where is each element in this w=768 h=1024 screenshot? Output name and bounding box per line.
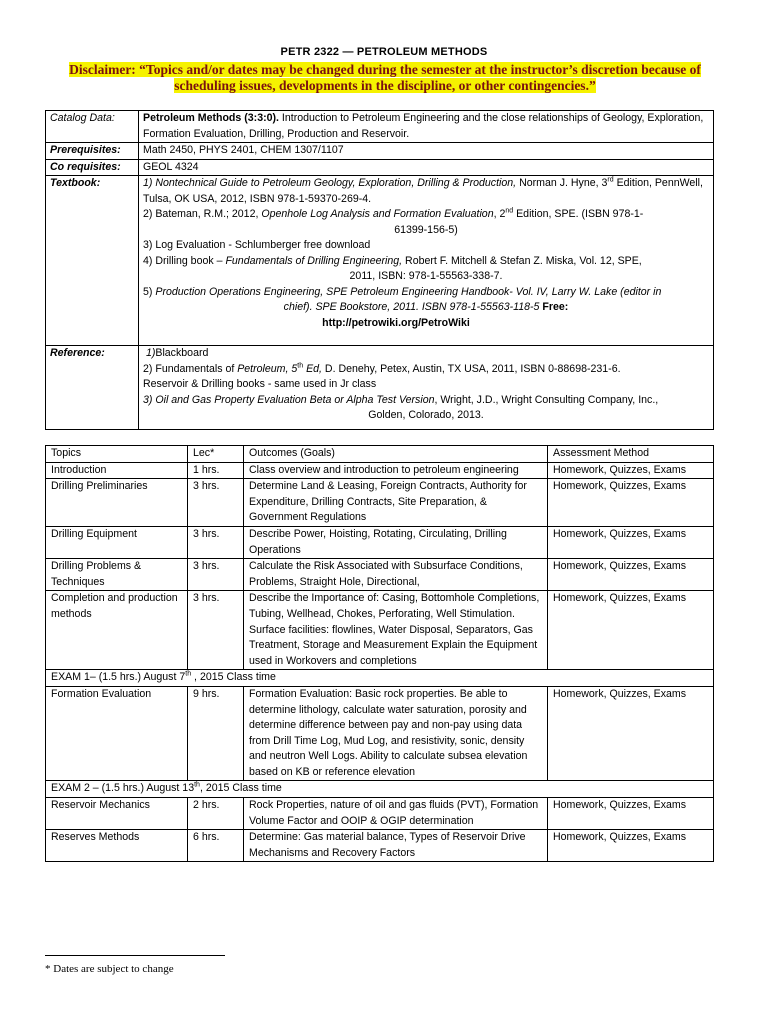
lec-cell: 9 hrs. xyxy=(188,686,244,781)
outcome-cell: Formation Evaluation: Basic rock properties. Be able to determine lithology, calculate water saturation, porosity and determine difference between pay and non-pay using data from Drill Time Log, Mud Log, and resistivity, sonic, density and neutron Well Logs. Ability to calculate subsea elevation based on KB or reference elevation xyxy=(244,686,548,781)
exam-1-row xyxy=(46,670,714,687)
reference-3: Reservoir & Drilling books - same used in Jr class xyxy=(143,378,377,390)
textbook-1: 1) Nontechnical Guide to Petroleum Geology, Exploration, Drilling & Production, Norman J. Hyne, 3rd Edition, PennWell, Tulsa, OK USA, 2012, ISBN 978-1-59370-269-4. xyxy=(143,176,703,205)
corequisites-label: Co requisites: xyxy=(46,159,139,176)
topic-cell: Reserves Methods xyxy=(46,830,188,862)
prerequisites-label: Prerequisites: xyxy=(46,143,139,160)
reference-2: 2) Fundamentals of Petroleum, 5th Ed, D. Denehy, Petex, Austin, TX USA, 2011, ISBN 0-88698-231-6. xyxy=(143,361,621,375)
topic-cell: Reservoir Mechanics xyxy=(46,798,188,830)
textbook-spacer xyxy=(143,331,709,345)
corequisites-value: GEOL 4324 xyxy=(139,159,714,176)
textbook-5: 5) Production Operations Engineering, SPE Petroleum Engineering Handbook- Vol. IV, Larry W. Lake (editor in xyxy=(143,285,662,298)
reference-4: 3) Oil and Gas Property Evaluation Beta or Alpha Test Version, Wright, J.D., Wright Consulting Company, Inc., xyxy=(143,393,659,406)
lec-cell: 1 hrs. xyxy=(188,462,244,479)
prerequisites-value: Math 2450, PHYS 2401, CHEM 1307/1107 xyxy=(139,143,714,160)
petrowiki-link[interactable]: http://petrowiki.org/PetroWiki xyxy=(322,316,470,329)
textbook-4-cont: 2011, ISBN: 978-1-55563-338-7. xyxy=(349,270,503,282)
lec-cell: 3 hrs. xyxy=(188,479,244,527)
assessment-cell: Homework, Quizzes, Exams xyxy=(548,798,714,830)
course-info-table xyxy=(45,110,714,430)
textbook-2: 2) Bateman, R.M.; 2012, Openhole Log Analysis and Formation Evaluation, 2nd Edition, SPE. (ISBN 978-1- xyxy=(143,207,644,220)
textbook-value xyxy=(139,176,714,346)
reference-label: Reference: xyxy=(46,346,139,430)
table-row xyxy=(46,686,714,781)
assessment-cell: Homework, Quizzes, Exams xyxy=(548,462,714,479)
table-row xyxy=(46,591,714,670)
table-row xyxy=(46,830,714,862)
lec-cell: 2 hrs. xyxy=(188,798,244,830)
assessment-cell: Homework, Quizzes, Exams xyxy=(548,559,714,591)
textbook-2-cont: 61399-156-5) xyxy=(394,223,458,236)
prerequisites-row xyxy=(46,143,714,160)
assessment-cell: Homework, Quizzes, Exams xyxy=(548,479,714,527)
table-row xyxy=(46,798,714,830)
outcome-cell: Describe the Importance of: Casing, Bottomhole Completions, Tubing, Wellhead, Chokes, Perforating, Well Stimulation. Surface facilities: flowlines, Water Disposal, Separators, Gas Treatment, Storage and Measurement Explain the Equipment used in Workovers and completions xyxy=(244,591,548,670)
catalog-value xyxy=(139,111,714,143)
exam-1-cell: EXAM 1– (1.5 hrs.) August 7th , 2015 Class time xyxy=(46,670,714,687)
lec-cell: 3 hrs. xyxy=(188,526,244,558)
disclaimer-text: Disclaimer: “Topics and/or dates may be changed during the semester at the instructor’s discretion because of scheduling issues, developments in the discipline, or other contingencies.” xyxy=(69,62,701,93)
topic-cell: Drilling Problems & Techniques xyxy=(46,559,188,591)
topic-cell: Formation Evaluation xyxy=(46,686,188,781)
reference-4-cont: Golden, Colorado, 2013. xyxy=(368,409,484,421)
topic-cell: Completion and production methods xyxy=(46,591,188,670)
disclaimer xyxy=(40,62,730,94)
lec-cell: 3 hrs. xyxy=(188,591,244,670)
catalog-row xyxy=(46,111,714,143)
textbook-4: 4) Drilling book – Fundamentals of Drilling Engineering, Robert F. Mitchell & Stefan Z. Miska, Vol. 12, SPE, xyxy=(143,254,642,267)
exam-2-row xyxy=(46,781,714,798)
document-title: PETR 2322 — PETROLEUM METHODS xyxy=(280,46,488,58)
outcome-cell: Rock Properties, nature of oil and gas fluids (PVT), Formation Volume Factor and OOIP & OGIP determination xyxy=(244,798,548,830)
corequisites-row xyxy=(46,159,714,176)
outcome-cell: Determine Land & Leasing, Foreign Contracts, Authority for Expenditure, Drilling Contracts, Site Preparation, & Government Regulations xyxy=(244,479,548,527)
outcome-cell: Determine: Gas material balance, Types of Reservoir Drive Mechanisms and Recovery Factors xyxy=(244,830,548,862)
topic-cell: Drilling Equipment xyxy=(46,526,188,558)
catalog-label: Catalog Data: xyxy=(46,111,139,143)
assessment-cell: Homework, Quizzes, Exams xyxy=(548,591,714,670)
schedule-table xyxy=(45,445,714,862)
topic-cell: Drilling Preliminaries xyxy=(46,479,188,527)
reference-1: 1)Blackboard xyxy=(145,347,209,359)
table-row xyxy=(46,479,714,527)
table-row xyxy=(46,526,714,558)
textbook-5-cont: chief). SPE Bookstore, 2011. ISBN 978-1-55563-118-5 Free: xyxy=(283,301,569,313)
assessment-cell: Homework, Quizzes, Exams xyxy=(548,526,714,558)
catalog-course: Petroleum Methods (3:3:0). xyxy=(143,112,279,124)
schedule-header-row xyxy=(46,446,714,463)
lec-cell: 3 hrs. xyxy=(188,559,244,591)
header-assessment: Assessment Method xyxy=(548,446,714,463)
exam-2-cell: EXAM 2 – (1.5 hrs.) August 13th, 2015 Class time xyxy=(46,781,714,798)
topic-cell: Introduction xyxy=(46,462,188,479)
outcome-cell: Calculate the Risk Associated with Subsurface Conditions, Problems, Straight Hole, Directional, xyxy=(244,559,548,591)
header-topics: Topics xyxy=(46,446,188,463)
table-row xyxy=(46,462,714,479)
header-lec: Lec* xyxy=(188,446,244,463)
lec-cell: 6 hrs. xyxy=(188,830,244,862)
petrowiki-link-row xyxy=(143,316,709,332)
textbook-3: 3) Log Evaluation - Schlumberger free download xyxy=(143,239,371,251)
footnote: * Dates are subject to change xyxy=(45,963,174,975)
assessment-cell: Homework, Quizzes, Exams xyxy=(548,830,714,862)
table-row xyxy=(46,559,714,591)
reference-row xyxy=(46,346,714,430)
textbook-row xyxy=(46,176,714,346)
footnote-divider xyxy=(45,955,225,956)
reference-value xyxy=(139,346,714,430)
textbook-label: Textbook: xyxy=(46,176,139,346)
catalog-description: Introduction to Petroleum Engineering and the close relationships of Geology, Exploration, Formation Evaluation, Drilling, Production and Reservoir. xyxy=(143,112,704,140)
assessment-cell: Homework, Quizzes, Exams xyxy=(548,686,714,781)
outcome-cell: Describe Power, Hoisting, Rotating, Circulating, Drilling Operations xyxy=(244,526,548,558)
header-outcomes: Outcomes (Goals) xyxy=(244,446,548,463)
outcome-cell: Class overview and introduction to petroleum engineering xyxy=(244,462,548,479)
